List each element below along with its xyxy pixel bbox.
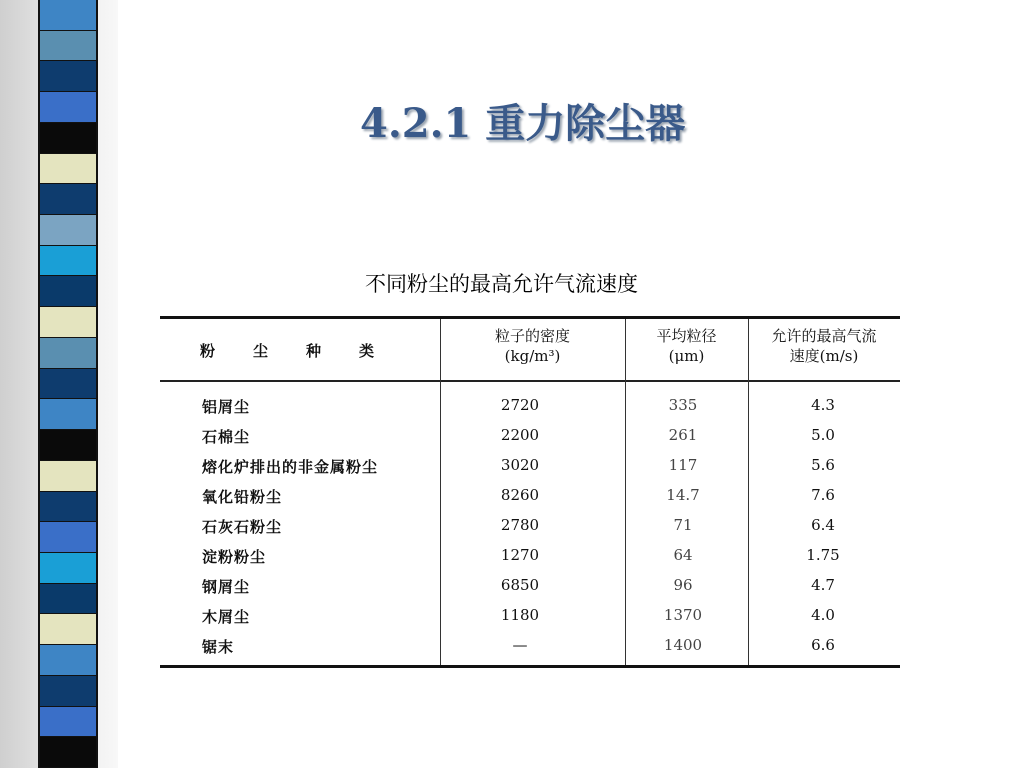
- cell-dust-kind: 氧化铅粉尘: [202, 488, 283, 506]
- stripe-segment: [40, 737, 96, 768]
- stripe-segment: [40, 614, 96, 645]
- slide-title: 4.2.1 重力除尘器: [360, 100, 686, 147]
- cell-size: 261: [668, 426, 698, 444]
- stripe-segment: [40, 0, 96, 31]
- cell-speed: 6.6: [811, 636, 835, 654]
- cell-size: 335: [668, 396, 698, 414]
- stripe-segment: [40, 399, 96, 430]
- table-top-rule: [160, 316, 900, 319]
- cell-density: 3020: [500, 456, 540, 474]
- header-size-line2: (μm): [668, 347, 705, 365]
- header-density-line1: 粒子的密度: [494, 327, 570, 345]
- stripe-segment: [40, 31, 96, 62]
- cell-speed: 4.0: [811, 606, 835, 624]
- stripe-segment: [40, 461, 96, 492]
- table-row: [160, 632, 900, 662]
- cell-dust-kind: 淀粉粉尘: [202, 548, 267, 566]
- stripe-segment: [40, 645, 96, 676]
- stripe-segment: [40, 492, 96, 523]
- cell-dust-kind: 木屑尘: [202, 608, 251, 626]
- table-header-rule: [160, 380, 900, 382]
- table-row: [160, 452, 900, 482]
- table-row: [160, 512, 900, 542]
- header-density: [440, 326, 625, 366]
- header-dust-kind: 粉尘种类: [200, 342, 413, 360]
- header-size-line1: 平均粒径: [656, 327, 717, 345]
- table-bottom-rule: [160, 665, 900, 668]
- table-row: [160, 572, 900, 602]
- table-row: [160, 392, 900, 422]
- header-size: [625, 326, 748, 366]
- cell-size: 64: [673, 546, 693, 564]
- cell-dust-kind: 石棉尘: [202, 428, 251, 446]
- cell-dust-kind: 熔化炉排出的非金属粉尘: [202, 458, 379, 476]
- cell-speed: 5.0: [811, 426, 835, 444]
- stripe-segment: [40, 584, 96, 615]
- cell-dust-kind: 钢屑尘: [202, 578, 251, 596]
- stripe-segment: [40, 676, 96, 707]
- stripe-segment: [40, 215, 96, 246]
- stripe-segment: [40, 707, 96, 738]
- cell-density: 2780: [500, 516, 540, 534]
- stripe-segment: [40, 154, 96, 185]
- stripe-segment: [40, 184, 96, 215]
- decorative-stripe: [38, 0, 98, 768]
- cell-size: 117: [668, 456, 698, 474]
- table-caption: 不同粉尘的最高允许气流速度: [365, 272, 638, 296]
- table-row: [160, 422, 900, 452]
- cell-size: 96: [673, 576, 693, 594]
- cell-size: 14.7: [666, 486, 700, 504]
- stripe-segment: [40, 276, 96, 307]
- stripe-segment: [40, 92, 96, 123]
- stripe-segment: [40, 553, 96, 584]
- cell-size: 1400: [663, 636, 703, 654]
- cell-dust-kind: 铝屑尘: [202, 398, 251, 416]
- header-density-line2: (kg/m³): [504, 347, 561, 365]
- cell-dust-kind: 石灰石粉尘: [202, 518, 283, 536]
- stripe-segment: [40, 307, 96, 338]
- stripe-segment: [40, 430, 96, 461]
- cell-density: —: [512, 636, 528, 654]
- cell-speed: 6.4: [811, 516, 835, 534]
- cell-speed: 4.3: [811, 396, 835, 414]
- cell-density: 8260: [500, 486, 540, 504]
- stripe-segment: [40, 338, 96, 369]
- cell-density: 6850: [500, 576, 540, 594]
- stripe-segment: [40, 246, 96, 277]
- stripe-segment: [40, 522, 96, 553]
- cell-density: 2200: [500, 426, 540, 444]
- header-speed-line2: 速度(m/s): [789, 347, 859, 365]
- dust-velocity-table: [160, 316, 900, 668]
- stripe-segment: [40, 123, 96, 154]
- cell-speed: 5.6: [811, 456, 835, 474]
- cell-speed: 7.6: [811, 486, 835, 504]
- cell-size: 1370: [663, 606, 703, 624]
- table-row: [160, 542, 900, 572]
- table-body: [160, 392, 900, 662]
- cell-density: 2720: [500, 396, 540, 414]
- header-speed-line1: 允许的最高气流: [771, 327, 877, 345]
- cell-speed: 4.7: [811, 576, 835, 594]
- cell-density: 1270: [500, 546, 540, 564]
- stripe-segment: [40, 61, 96, 92]
- table-row: [160, 482, 900, 512]
- header-speed: [748, 326, 900, 366]
- cell-dust-kind: 锯末: [202, 638, 235, 656]
- stripe-segment: [40, 369, 96, 400]
- cell-size: 71: [673, 516, 693, 534]
- table-row: [160, 602, 900, 632]
- cell-density: 1180: [500, 606, 540, 624]
- cell-speed: 1.75: [806, 546, 840, 564]
